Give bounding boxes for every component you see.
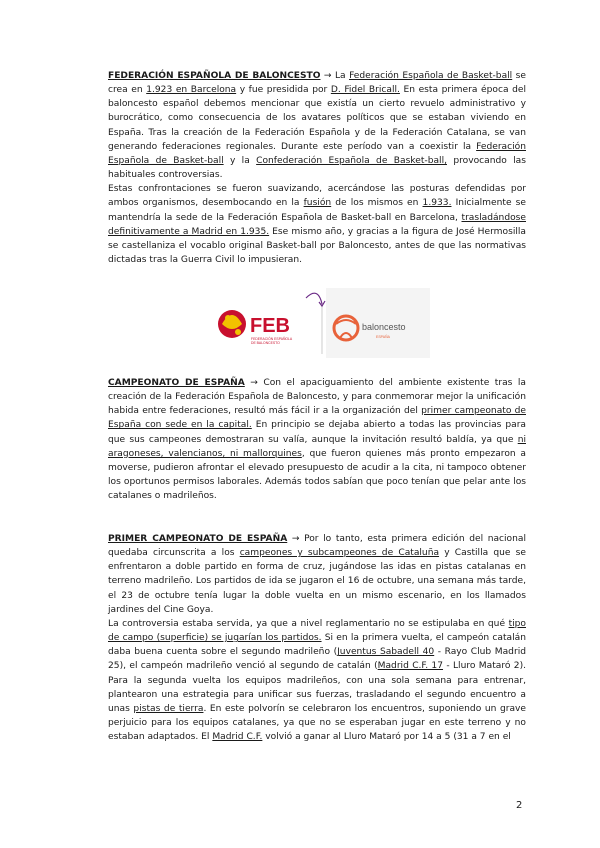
section-federacion [108, 69, 526, 267]
logo-comparison [210, 288, 430, 358]
body-text: se crea en [108, 71, 526, 96]
body-text: La controversia estaba servida, ya que a nivel reglamentario no se estipulaba en qué [108, 618, 509, 629]
underlined-text: ni aragoneses, valencianos, ni mallorquines [108, 434, 526, 459]
paragraph [108, 69, 526, 182]
body-text: La [334, 71, 350, 81]
arrow-text: → [287, 534, 305, 544]
section-title: FEDERACIÓN ESPAÑOLA DE BALONCESTO [108, 71, 321, 81]
paragraph [108, 532, 526, 617]
baloncesto-logo-subtitle: ESPAÑA [376, 335, 390, 339]
body-text: Si en la primera vuelta, el campeón catalán daba buena cuenta sobre el segundo madrileño ( [108, 633, 526, 658]
body-text: y fue presidida por [236, 85, 331, 96]
feb-logo [218, 310, 293, 345]
body-text: - Lluro Mataró 2). Para la segunda vuelta los equipos madrileños, con una sola semana para entrenar, plantearon una estrategia para unificar sus fuerzas, trasladando el segundo encuentro a unas [108, 661, 527, 714]
body-text: Ese mismo año, y gracias a la figura de José Hermosilla se castellaniza el vocablo original Basket-ball por Baloncesto, antes de que las normativas dictadas tras la Guerra Civil lo impusieran. [108, 226, 526, 266]
paragraph [108, 617, 526, 744]
underlined-text: primer campeonato de España con sede en la capital. [108, 406, 526, 431]
section-title: CAMPEONATO DE ESPAÑA [108, 378, 245, 388]
body-text: Por lo tanto, esta primera edición del nacional quedaba circunscrita a los [108, 534, 526, 559]
body-text: de los mismos en [331, 198, 423, 209]
arrow-text: → [244, 378, 264, 388]
section-title: PRIMER CAMPEONATO DE ESPAÑA [108, 534, 288, 544]
underlined-text: D. Fidel Bricall. [330, 85, 400, 96]
underlined-text: Federación Española de Basket-ball [108, 141, 526, 166]
paragraph [108, 182, 526, 267]
underlined-text: trasladándose definitivamente a Madrid en 1.935. [108, 212, 526, 237]
page-number: 2 [516, 800, 523, 811]
body-text: , que fueron quienes más pronto empezaron a moverse, pudieron afrontar el elevado presupuesto de acudir a la cita, ni tampoco obtener los oportunos permisos laborales. Además todos sabían que poco tenían que pelar ante los catalanes o madrileños. [108, 448, 526, 502]
baloncesto-logo-text: baloncesto [362, 322, 406, 332]
body-text: provocando las habituales controversias. [108, 155, 526, 181]
underlined-text: 1.933. [422, 198, 452, 209]
underlined-text: campeones y subcampeones de Cataluña [239, 548, 440, 559]
body-text: volvió a ganar al Lluro Mataró por 14 a 5 (31 a 7 en el [262, 732, 511, 743]
feb-logo-text: FEB [250, 315, 290, 337]
underlined-text: tipo de campo (superficie) se jugarían los partidos. [108, 618, 526, 644]
baloncesto-espana-logo [326, 288, 430, 358]
body-text: - Rayo Club Madrid 25), el campeón madrileño venció al segundo de catalán ( [108, 647, 526, 672]
section-primer-campeonato [108, 532, 526, 744]
body-text: Inicialmente se mantendría la sede de la Federación Española de Basket-ball en Barcelona, [108, 198, 526, 223]
body-text: Con el apaciguamiento del ambiente existente tras la creación de la Federación Española de Baloncesto, y para conmemorar mejor la unificación habida entre federaciones, resultó más fácil ir a la organización del [108, 378, 526, 417]
arrow-text: → [320, 71, 335, 81]
body-text: En esta primera época del baloncesto español debemos mencionar que existía un cierto revuelo administrativo y burocrático, como consecuencia de los avatares políticos que se estaban viviendo en España. Tras la creación de la Federación Española y de la Federación Catalana, se van generando federaciones regionales. Durante este período van a coexistir la [108, 85, 526, 152]
body-text: Estas confrontaciones se fueron suavizando, acercándose las posturas defendidas por ambos organismos, desembocando en la [108, 184, 526, 209]
body-text: En principio se dejaba abierto a todas las provincias para que sus campeones demostraran su valía, aunque la invitación resultó baldía, ya que [108, 420, 527, 445]
underlined-text: Juventus Sabadell 40 [337, 647, 435, 658]
underlined-text: Confederación Española de Basket-ball, [256, 155, 447, 166]
underlined-text: 1.923 en Barcelona [146, 85, 237, 96]
section-campeonato [108, 376, 526, 503]
paragraph [108, 376, 526, 503]
body-text: y Castilla que se enfrentaron a doble partido en forma de cruz, jugándose las idas en pistas catalanas en terreno madrileño. Los partidos de ida se jugaron el 16 de octubre, una semana más tarde, el 23 de octubre tenía lugar la doble vuelta en un mismo escenario, en los llamados jardines del Cine Goya. [108, 548, 526, 615]
underlined-text: pistas de tierra [133, 703, 204, 714]
underlined-text: Federación Española de Basket-ball [349, 71, 513, 81]
feb-logo-subtitle-2: DE BALONCESTO [251, 341, 280, 345]
body-text: . En este polvorín se celebraron los encuentros, suponiendo un grave perjuicio para los equipos catalanes, ya que no se esperaban jugar en este terreno y no estaban adaptados. El [108, 703, 527, 743]
feb-logo-subtitle-1: FEDERACIÓN ESPAÑOLA [251, 337, 293, 341]
body-text: y la [223, 155, 257, 166]
underlined-text: Madrid C.F. 17 [377, 661, 444, 672]
underlined-text: fusión [303, 198, 332, 209]
underlined-text: Madrid C.F. [212, 732, 263, 743]
